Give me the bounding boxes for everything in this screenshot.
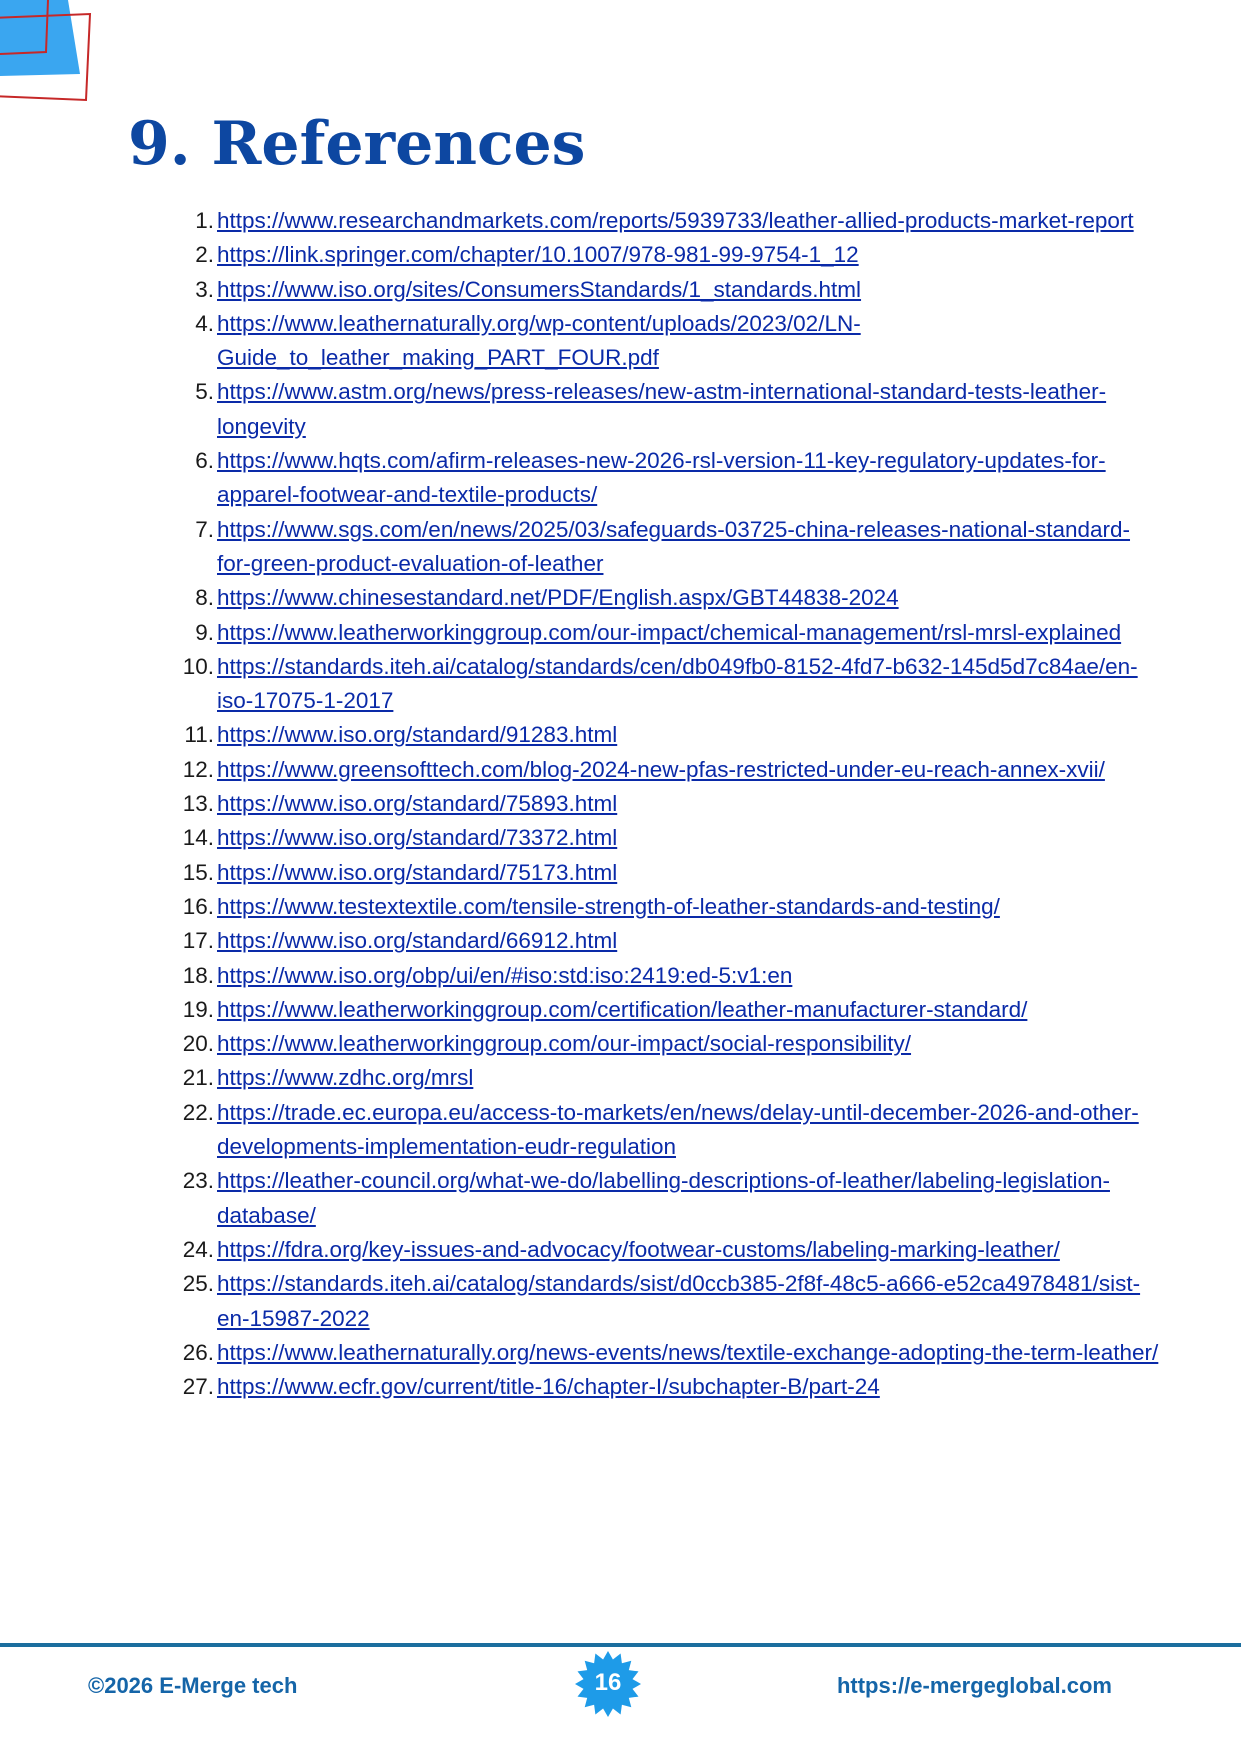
reference-item [150,890,1160,924]
reference-link[interactable]: https://www.chinesestandard.net/PDF/English.aspx/GBT44838-2024 [217,585,899,611]
reference-number: 23. [182,1168,214,1194]
reference-number: 13. [182,791,214,817]
reference-item [150,787,1160,821]
reference-item [150,273,1160,307]
reference-number: 9. [195,619,214,645]
reference-link[interactable]: https://www.iso.org/standard/75173.html [217,859,618,885]
reference-link[interactable]: https://www.leatherworkinggroup.com/our-impact/social-responsibility/ [217,1031,912,1057]
reference-link[interactable]: https://fdra.org/key-issues-and-advocacy/footwear-customs/labeling-marking-leather/ [217,1236,1060,1262]
reference-link[interactable]: https://www.testextextile.com/tensile-strength-of-leather-standards-and-testing/ [217,893,1000,919]
footer-divider [0,1643,1241,1647]
reference-link[interactable]: https://standards.iteh.ai/catalog/standards/sist/d0ccb385-2f8f-48c5-a666-e52ca4978481/sist-en-15987-2022 [217,1271,1141,1331]
reference-number: 5. [195,379,214,405]
reference-item [150,1096,1160,1165]
reference-link[interactable]: https://www.ecfr.gov/current/title-16/chapter-I/subchapter-B/part-24 [217,1374,880,1400]
reference-item [150,1164,1160,1233]
reference-link[interactable]: https://www.sgs.com/en/news/2025/03/safeguards-03725-china-releases-national-standard-for-green-product-evaluation-of-leather [217,516,1131,576]
reference-number: 11. [184,722,214,748]
reference-link[interactable]: https://www.iso.org/standard/91283.html [217,722,618,748]
reference-number: 20. [182,1031,214,1057]
reference-number: 12. [182,756,214,782]
reference-item [150,238,1160,272]
reference-item [150,375,1160,444]
reference-item [150,1061,1160,1095]
reference-item [150,718,1160,752]
reference-item [150,821,1160,855]
reference-link[interactable]: https://www.iso.org/standard/73372.html [217,825,618,851]
reference-item [150,650,1160,719]
reference-number: 25. [182,1271,214,1297]
reference-link[interactable]: https://link.springer.com/chapter/10.1007/978-981-99-9754-1_12 [217,242,859,268]
reference-item [150,1027,1160,1061]
reference-link[interactable]: https://www.iso.org/sites/ConsumersStandards/1_standards.html [217,276,862,302]
reference-link[interactable]: https://www.iso.org/standard/66912.html [217,928,618,954]
reference-number: 14. [182,825,214,851]
reference-link[interactable]: https://www.leatherworkinggroup.com/our-impact/chemical-management/rsl-mrsl-explained [217,619,1122,645]
reference-number: 10. [182,653,214,679]
reference-link[interactable]: https://leather-council.org/what-we-do/labelling-descriptions-of-leather/labeling-legislation-database/ [217,1168,1110,1228]
reference-item [150,1336,1160,1370]
reference-number: 17. [182,928,214,954]
reference-item [150,581,1160,615]
reference-item [150,1233,1160,1267]
page-title: 9. References [128,109,586,179]
footer-website-link[interactable]: https://e-mergeglobal.com [836,1673,1112,1698]
corner-squares-decoration-icon [0,0,110,110]
reference-item [150,1267,1160,1336]
reference-number: 7. [195,516,214,542]
reference-link[interactable]: https://www.iso.org/standard/75893.html [217,791,618,817]
reference-link[interactable]: https://www.greensofttech.com/blog-2024-new-pfas-restricted-under-eu-reach-annex-xvii/ [217,756,1105,782]
reference-item [150,856,1160,890]
reference-link[interactable]: https://www.zdhc.org/mrsl [217,1065,474,1091]
reference-item [150,753,1160,787]
reference-number: 2. [195,242,214,268]
reference-item [150,204,1160,238]
reference-link[interactable]: https://standards.iteh.ai/catalog/standards/cen/db049fb0-8152-4fd7-b632-145d5d7c84ae/en-iso-17075-1-2017 [217,653,1138,714]
reference-link[interactable]: https://www.researchandmarkets.com/reports/5939733/leather-allied-products-market-report [217,208,1134,233]
reference-link[interactable]: https://trade.ec.europa.eu/access-to-markets/en/news/delay-until-december-2026-and-other-developments-implementation-eudr-regulation [217,1099,1139,1160]
page-number: 16 [594,1669,622,1696]
references-list [150,204,1160,1404]
reference-number: 8. [195,585,214,611]
reference-number: 15. [182,859,214,885]
reference-link[interactable]: https://www.leatherworkinggroup.com/certification/leather-manufacturer-standard/ [217,996,1028,1022]
reference-number: 6. [195,448,214,474]
reference-number: 4. [195,310,214,336]
reference-item [150,993,1160,1027]
reference-item [150,616,1160,650]
reference-link[interactable]: https://www.leathernaturally.org/news-events/news/textile-exchange-adopting-the-term-leather/ [217,1339,1159,1365]
reference-number: 1. [195,208,214,233]
reference-item [150,959,1160,993]
reference-link[interactable]: https://www.hqts.com/afirm-releases-new-2026-rsl-version-11-key-regulatory-updates-for-apparel-footwear-and-textile-products/ [217,448,1106,508]
reference-item [150,924,1160,958]
reference-item [150,1370,1160,1404]
reference-link[interactable]: https://www.iso.org/obp/ui/en/#iso:std:iso:2419:ed-5:v1:en [217,962,793,988]
reference-number: 22. [182,1099,214,1125]
reference-number: 27. [182,1374,214,1400]
reference-item [150,444,1160,513]
reference-number: 18. [182,962,214,988]
page-number-badge [573,1650,643,1720]
reference-link[interactable]: https://www.astm.org/news/press-releases/new-astm-international-standard-tests-leather-longevity [217,379,1107,439]
reference-number: 3. [195,276,214,302]
reference-number: 26. [182,1339,214,1365]
reference-link[interactable]: https://www.leathernaturally.org/wp-content/uploads/2023/02/LN-Guide_to_leather_making_PART_FOUR.pdf [217,310,861,371]
reference-number: 16. [182,893,214,919]
reference-item [150,513,1160,582]
reference-number: 19. [182,996,214,1022]
footer-copyright: ©2026 E-Merge tech [88,1673,298,1698]
reference-item [150,307,1160,376]
reference-number: 24. [182,1236,214,1262]
reference-number: 21. [182,1065,214,1091]
